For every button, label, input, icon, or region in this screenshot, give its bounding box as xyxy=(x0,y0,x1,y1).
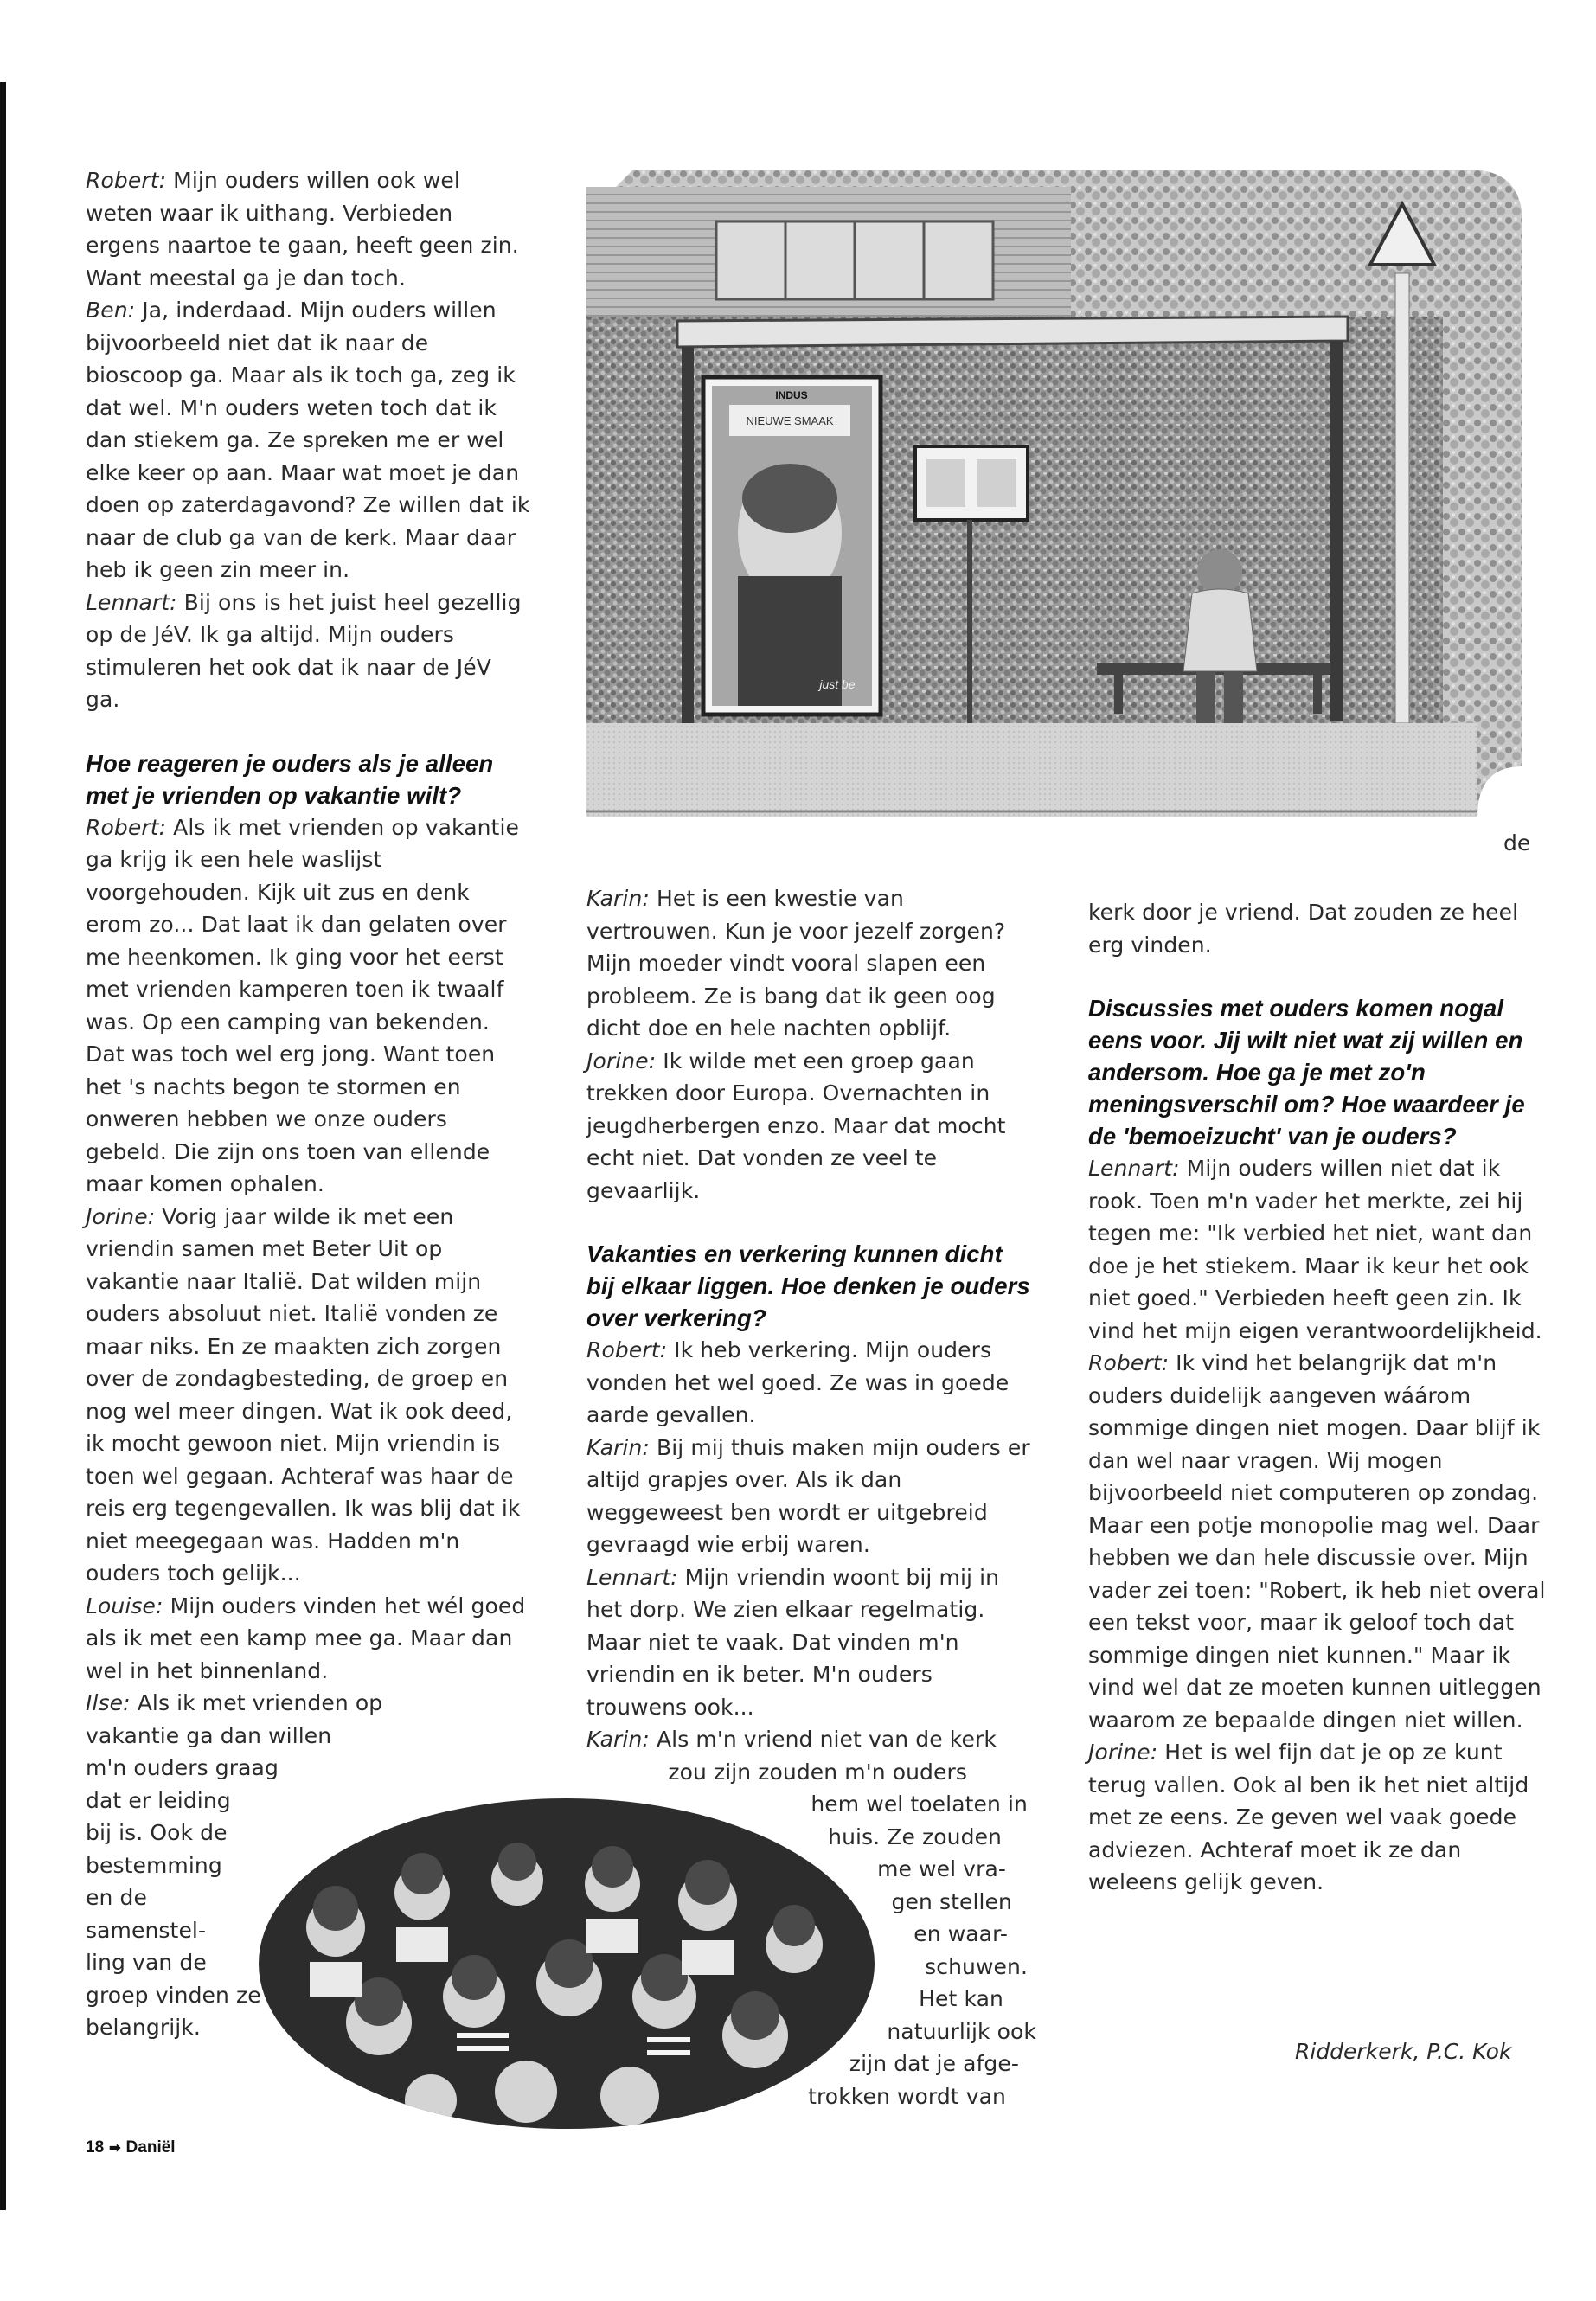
author-signature: Ridderkerk, P.C. Kok xyxy=(1295,2039,1512,2064)
paragraph-lennart-1: Lennart: Bij ons is het juist heel gezellig op de JéV. Ik ga altijd. Mijn ouders stimuleren het ook dat ik naar de JéV ga. xyxy=(86,589,522,712)
paragraph-ben: Ben: Ja, inderdaad. Mijn ouders willen bijvoorbeeld niet dat ik naar de bioscoop ga. Maar als ik toch ga, zeg ik dat wel. M'n ouders weten toch dat ik dan stiekem ga. Ze spreken me er wel elke keer op aan. Maar wat moet je dan doen op zaterdagavond? Ze willen dat ik naar de club ga van de kerk. Maar daar heb ik geen zin meer in. xyxy=(86,298,530,582)
paragraph-ilse: Ilse: Als ik met vrienden op vakantie ga dan willen m'n ouders graag dat er leiding bij is. Ook de bestemming en de samenstel- ling van de groep vinden ze belangrijk. xyxy=(86,1690,383,2040)
paragraph-karin-1: Karin: Het is een kwestie van vertrouwen. Kun je voor jezelf zorgen? Mijn moeder vindt vooral slapen een probleem. Ze is bang dat ik geen oog dicht doe en hele nachten opblijf. xyxy=(586,886,1006,1041)
paragraph-robert-2: Robert: Als ik met vrienden op vakantie ga krijg ik een hele waslijst voorgehouden. Kijk uit zus en denk erom zo... Dat laat ik dan gelaten over me heenkomen. Ik ging voor het eerst met vrienden kamperen toen ik twaalf was. Op een camping van bekenden. Dat was toch wel erg jong. Want toen het 's nachts begon te stormen en onweren hebben we onze ouders gebeld. Die zijn ons toen van ellende maar komen ophalen. xyxy=(86,814,519,1196)
column-2 xyxy=(586,882,1036,2112)
question-vacation: Hoe reageren je ouders als je alleen met je vrienden op vakantie wilt? xyxy=(86,749,494,809)
poster-tagline: NIEUWE SMAAK xyxy=(746,414,834,427)
question-discussions: Discussies met ouders komen nogal eens voor. Jij wilt niet wat zij willen en andersom. Hoe ga je met zo'n meningsverschil om? Hoe waardeer je de 'bemoeizucht' van je ouders? xyxy=(1088,995,1525,1150)
paragraph-robert-4: Robert: Ik vind het belangrijk dat m'n ouders duidelijk aangeven wáárom sommige dingen niet mogen. Daar blijf ik dan wel naar vragen. Wij mogen bijvoorbeeld niet computeren op zondag. Maar een potje monopolie mag wel. Daar hebben we dan hele discussie over. Mijn vader zei toen: "Robert, ik heb niet overal een tekst voor, maar ik geloof toch dat sommige dingen niet kunnen." Maar ik vind wel dat ze moeten kunnen uitleggen waarom ze bepaalde dingen niet willen. xyxy=(1088,1350,1546,1733)
column-3-lead-word: de xyxy=(1503,830,1531,856)
question-relationships: Vakanties en verkering kunnen dicht bij elkaar liggen. Hoe denken je ouders over verkering? xyxy=(586,1240,1030,1331)
page-number: 18 xyxy=(86,2138,105,2157)
magazine-name: Daniël xyxy=(125,2138,176,2157)
column-3 xyxy=(1088,896,1547,1899)
poster-slogan: just be xyxy=(819,677,856,691)
paragraph-louise: Louise: Mijn ouders vinden het wél goed als ik met een kamp mee ga. Maar dan wel in het binnenland. xyxy=(86,1593,526,1683)
paragraph-jorine-2: Jorine: Ik wilde met een groep gaan trekken door Europa. Overnachten in jeugdherbergen enzo. Maar dat mocht echt niet. Dat vonden ze veel te gevaarlijk. xyxy=(586,1048,1006,1203)
page-footer xyxy=(86,2138,176,2157)
bus-stop-photo xyxy=(586,170,1522,817)
left-edge-rule xyxy=(0,82,6,2210)
paragraph-karin-3: Karin: Als m'n vriend niet van de kerk zou zijn zouden m'n ouders hem wel toelaten in huis. Ze zouden me wel vra- gen stellen en waar- schuwen. Het kan natuurlijk ook zijn dat je afge- trokken wordt van xyxy=(586,1727,1036,2109)
poster-brand: INDUS xyxy=(775,389,808,401)
paragraph-jorine-1: Jorine: Vorig jaar wilde ik met een vriendin samen met Beter Uit op vakantie naar Italië. Dat wilden mijn ouders absoluut niet. Italië vonden ze maar niks. En ze maakten zich zorgen over de zondagbesteding, de groep en nog wel meer dingen. Wat ik ook deed, ik mocht gewoon niet. Mijn vriendin is toen wel gegaan. Achteraf was haar de reis erg tegengevallen. Ik was blij dat ik niet meegegaan was. Hadden m'n ouders toch gelijk... xyxy=(86,1203,521,1586)
arrow-right-icon: ➡ xyxy=(109,2141,121,2156)
paragraph-robert-1: Robert: Mijn ouders willen ook wel weten waar ik uithang. Verbieden ergens naartoe te gaan, heeft geen zin. Want meestal ga je dan toch. xyxy=(86,168,519,291)
paragraph-robert-3: Robert: Ik heb verkering. Mijn ouders vonden het wel goed. Ze was in goede aarde gevallen. xyxy=(586,1337,1010,1427)
paragraph-lennart-2: Lennart: Mijn vriendin woont bij mij in het dorp. We zien elkaar regelmatig. Maar niet te vaak. Dat vinden m'n vriendin en ik beter. M'n ouders trouwens ook... xyxy=(586,1564,1000,1720)
paragraph-karin-2: Karin: Bij mij thuis maken mijn ouders er altijd grapjes over. Als ik dan weggeweest ben wordt er uitgebreid gevraagd wie erbij waren. xyxy=(586,1434,1030,1557)
paragraph-jorine-3: Jorine: Het is wel fijn dat je op ze kunt terug vallen. Ook al ben ik het niet altijd met ze eens. Ze geven wel vaak goede adviezen. Achteraf moet ik ze dan weleens gelijk geven. xyxy=(1088,1740,1529,1894)
column-1 xyxy=(86,164,532,2044)
paragraph-col3-continuation: kerk door je vriend. Dat zouden ze heel erg vinden. xyxy=(1088,900,1519,958)
paragraph-lennart-3: Lennart: Mijn ouders willen niet dat ik rook. Toen m'n vader het merkte, zei hij tegen me: "Ik verbied het niet, want dan doe je het stiekem. Maar ik keur het ook niet goed." Verbieden heeft geen zin. Ik vind het mijn eigen verantwoordelijkheid. xyxy=(1088,1156,1542,1343)
